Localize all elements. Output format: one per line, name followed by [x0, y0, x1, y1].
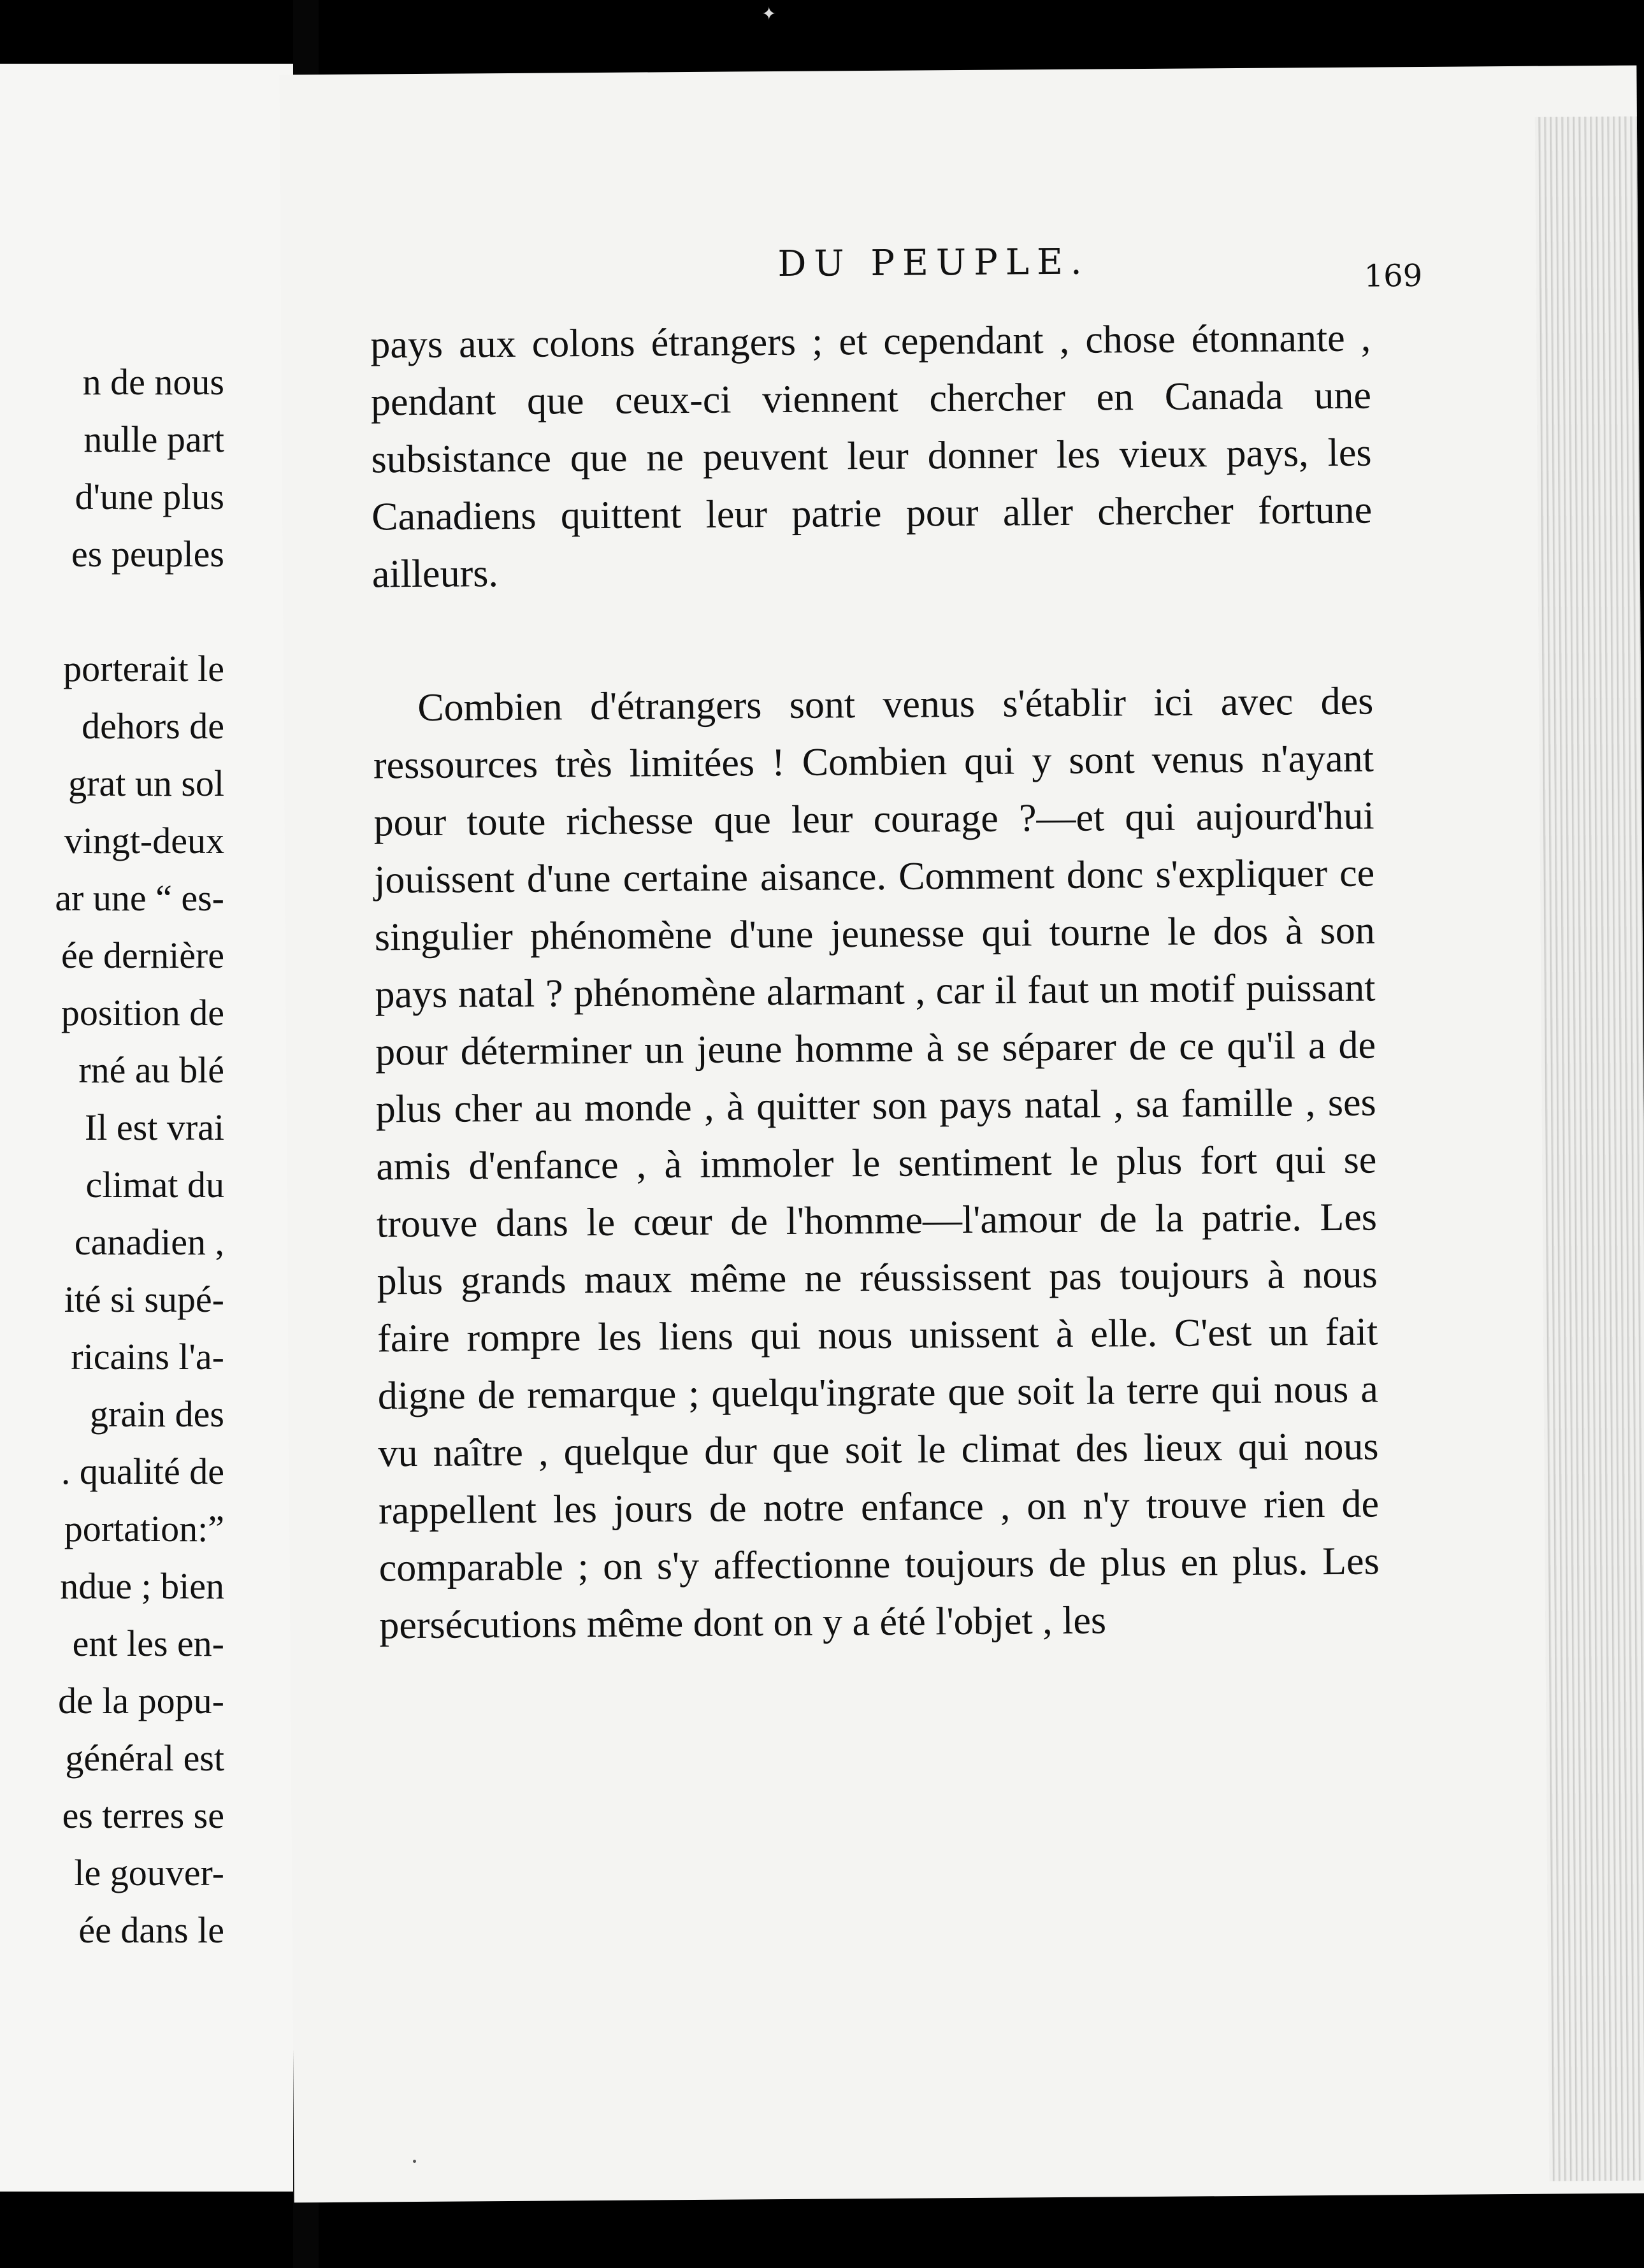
left-page-line [55, 583, 224, 640]
paragraph: pays aux colons étrangers ; et cependant , chose étonnante , pendant que ceux-ci viennent chercher en Canada une subsistance que ne peuvent leur donner les vieux pays, les Canadiens quittent leur patrie pour aller chercher fortune ailleurs. [370, 316, 1373, 596]
left-page-line: Il est vrai [84, 1107, 224, 1148]
left-page-line: nulle part [83, 419, 224, 460]
left-page-line: grain des [90, 1393, 224, 1435]
left-page-line: ndue ; bien [60, 1565, 224, 1607]
left-page-line: dehors de [82, 705, 224, 747]
left-page-line: porterait le [63, 648, 224, 689]
left-page-line: canadien , [74, 1221, 224, 1263]
left-page-text [55, 354, 224, 1959]
page-edges [1535, 117, 1644, 2181]
left-page-line: ar une “ es- [55, 877, 224, 919]
left-page-line: es peuples [71, 533, 224, 575]
right-page [279, 66, 1644, 2203]
left-page-line: grat un sol [68, 763, 224, 804]
left-page-line: ée dernière [61, 935, 224, 976]
left-page-line: d'une plus [75, 476, 224, 517]
left-page-line: . qualité de [61, 1451, 224, 1492]
left-page [0, 64, 293, 2192]
left-page-line: général est [65, 1737, 224, 1779]
left-page-line: vingt-deux [64, 820, 224, 861]
left-page-line: es terres se [62, 1795, 224, 1836]
left-page-line: le gouver- [74, 1852, 224, 1893]
left-page-line: climat du [85, 1164, 224, 1205]
scan-artifact-mark: ✦ [761, 3, 777, 24]
running-head: DU PEUPLE. [777, 241, 1090, 285]
left-page-line: ricains l'a- [71, 1336, 224, 1377]
body-text [370, 310, 1380, 1654]
paragraph: Combien d'étrangers sont venus s'établir ici avec des ressources très limitées ! Combien qui y sont venus n'ayant pour toute richesse que leur courage ?—et qui aujourd'hui jouissent d'une certaine aisance. Comment donc s'expliquer ce singulier phénomène d'une jeunesse qui tourne le dos à son pays natal ? phénomène alarmant , car il faut un motif puissant pour déterminer un jeune homme à se séparer de ce qu'il a de plus cher au monde , à quitter son pays natal , sa famille , ses amis d'enfance , à immoler le sentiment le plus fort qui se trouve dans le cœur de l'homme—l'amour de la patrie. Les plus grands maux même ne réussissent pas toujours à nous faire rompre les liens qui nous unissent à elle. C'est un fait digne de remarque ; quelqu'ingrate que soit la terre qui nous a vu naître , quelque dur que soit le climat des lieux qui nous rappellent les jours de notre enfance , on n'y trouve rien de comparable ; on s'y affectionne toujours de plus en plus. Les persécutions même dont on y a été l'objet , les [373, 679, 1380, 1647]
left-page-line: position de [61, 992, 224, 1033]
left-page-line: rné au blé [78, 1049, 224, 1091]
left-page-line: ité si supé- [64, 1279, 224, 1320]
left-page-line: de la popu- [58, 1680, 224, 1721]
left-page-line: ent les en- [72, 1623, 224, 1664]
page-number: 169 [1364, 257, 1423, 294]
left-page-line: portation:” [64, 1508, 224, 1549]
left-page-line: ée dans le [78, 1909, 224, 1951]
left-page-line: n de nous [82, 361, 224, 403]
scan-artifact-dot [413, 2160, 416, 2163]
